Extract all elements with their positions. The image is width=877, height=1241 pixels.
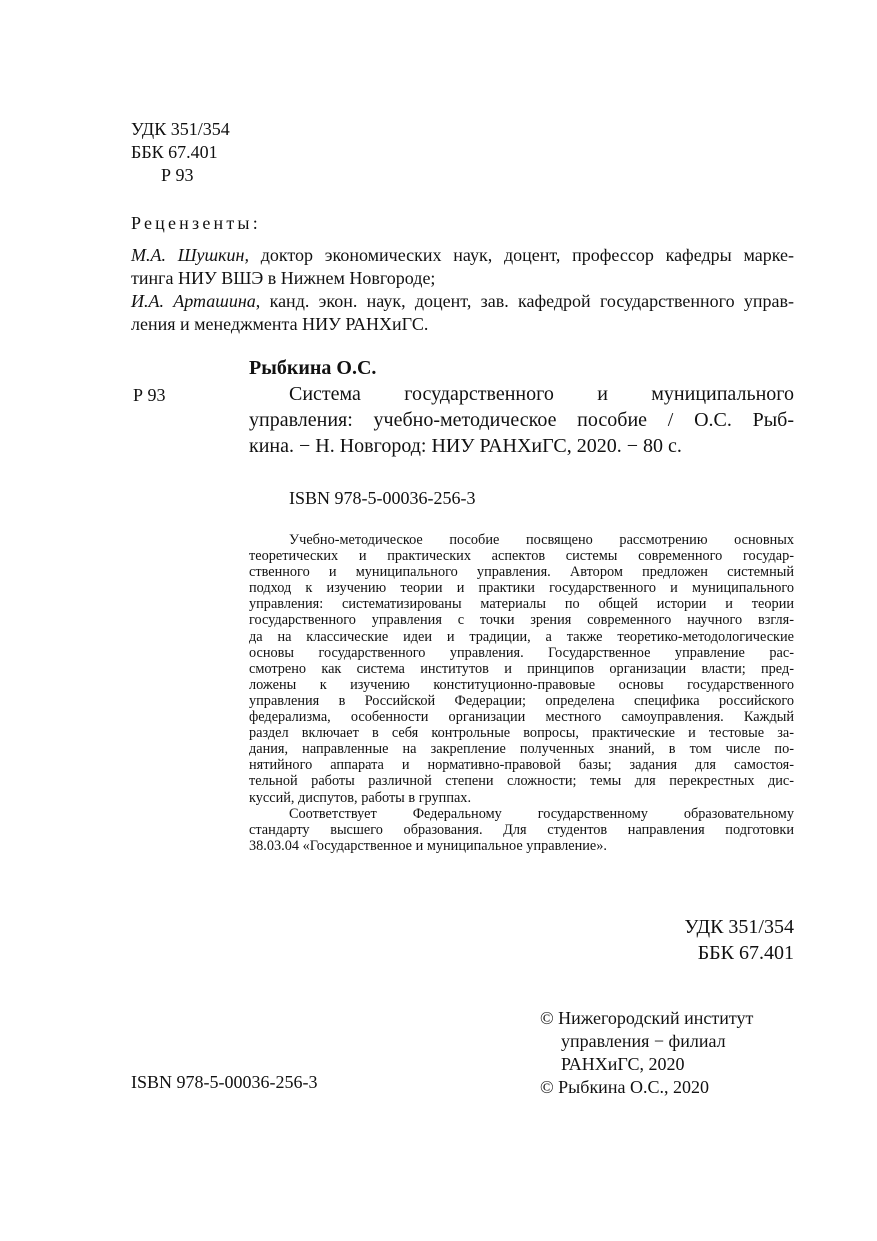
abstract-line: управления: систематизированы материалы по общей истории и теории [249, 596, 794, 613]
copyright-block [540, 1007, 753, 1099]
copyright-author: © Рыбкина О.С., 2020 [540, 1077, 709, 1097]
reviewer-2-name: И.А. Арташина [131, 291, 256, 311]
abstract-line: основы государственного управления. Государственное управление рас- [249, 644, 794, 661]
bib-line-1: Система государственного и муниципального [289, 383, 794, 405]
abstract-line: 38.03.04 «Государственное и муниципальное управление». [249, 837, 608, 854]
author-mark: Р 93 [161, 165, 194, 185]
copyright-institute-line-2: управления − филиал [561, 1031, 726, 1051]
reviewer-1-line-2: тинга НИУ ВШЭ в Нижнем Новгороде; [131, 268, 436, 288]
abstract-line: Учебно-методическое пособие посвящено рассмотрению основных [289, 532, 794, 548]
bib-author-mark: Р 93 [133, 385, 166, 405]
abstract-line: федерализма, особенности организации местного самоуправления. Каждый [249, 709, 794, 726]
abstract-line: смотрено как система институтов и принципов организации власти; пред- [249, 660, 794, 677]
abstract-line: подход к изучению теории и практики государственного и муниципального [249, 580, 794, 597]
bbk-code: ББК 67.401 [131, 142, 218, 162]
bib-line-2: управления: учебно-методическое пособие / О.С. Рыб- [249, 409, 794, 431]
reviewers-list [131, 244, 794, 336]
abstract-line: государственного управления с точки зрения современного научного взгля- [249, 612, 794, 629]
bib-line-3: кина. − Н. Новгород: НИУ РАНХиГС, 2020. − 80 с. [249, 435, 682, 457]
bib-description [249, 381, 794, 459]
abstract-line: стандарту высшего образования. Для студентов направления подготовки [249, 821, 794, 838]
copyright-institute: © Нижегородский институт [540, 1008, 754, 1028]
abstract-line: дания, направленные на закрепление полученных знаний, в том числе по- [249, 741, 794, 758]
bottom-classification-codes [684, 914, 794, 966]
abstract-line: Соответствует Федеральному государственному образовательному [289, 805, 794, 822]
classification-codes [131, 118, 230, 187]
book-author: Рыбкина О.С. [249, 357, 377, 379]
abstract [249, 532, 794, 854]
abstract-line: ственного и муниципального управления. Автором предложен системный [249, 564, 794, 581]
abstract-line: управления в Российской Федерации; определена специфика российского [249, 692, 794, 709]
abstract-line: нятийного аппарата и нормативно-правовой базы; задания для самостоя- [249, 757, 794, 774]
reviewer-2-line-1: И.А. Арташина, канд. экон. наук, доцент, зав. кафедрой государственного управ- [131, 291, 794, 311]
copyright-institute-line-3: РАНХиГС, 2020 [561, 1054, 685, 1074]
abstract-line: ложены к изучению конституционно-правовые основы государственного [249, 676, 794, 693]
reviewer-1-name: М.А. Шушкин, [131, 245, 249, 265]
udk-code: УДК 351/354 [131, 119, 230, 139]
abstract-line: тельной работы различной степени сложности; темы для перекрестных дис- [249, 773, 794, 790]
reviewers-heading: Рецензенты: [131, 213, 261, 233]
bottom-bbk-code: ББК 67.401 [697, 942, 794, 964]
reviewer-1-line-1: М.А. Шушкин, доктор экономических наук, доцент, профессор кафедры марке- [131, 245, 795, 265]
reviewer-2-line-2: ления и менеджмента НИУ РАНХиГС. [131, 314, 429, 334]
abstract-line: да на классические идеи и традиции, а также теоретико-методологические [249, 628, 794, 645]
abstract-line: куссий, диспутов, работы в группах. [249, 789, 472, 806]
isbn-bottom: ISBN 978-5-00036-256-3 [131, 1072, 318, 1092]
bottom-udk-code: УДК 351/354 [684, 916, 794, 938]
abstract-line: раздел включает в себя контрольные вопросы, практические и тестовые за- [249, 725, 794, 742]
abstract-line: теоретических и практических аспектов системы современного государ- [249, 548, 794, 565]
isbn: ISBN 978-5-00036-256-3 [289, 488, 476, 508]
